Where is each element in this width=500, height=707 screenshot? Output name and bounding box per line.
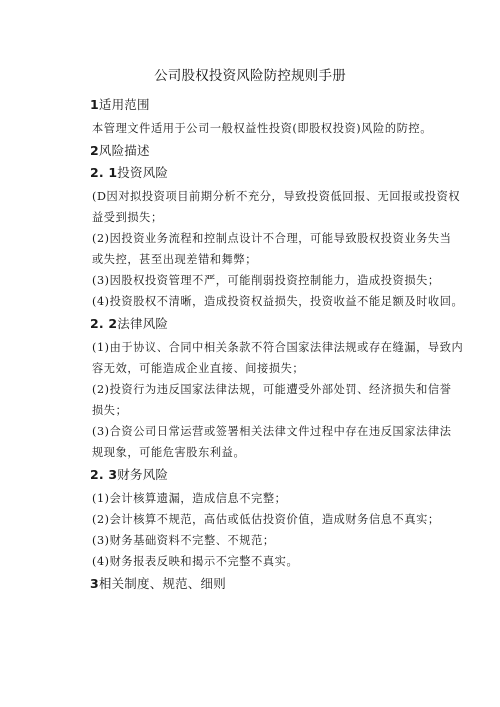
section-number: 1 (90, 97, 99, 112)
section-title: 风险描述 (98, 143, 150, 158)
paragraph-line: 或失控，甚至出现差错和舞弊； (92, 253, 258, 266)
subsection-heading-financial-risk (90, 467, 168, 483)
section-heading-regulations (90, 576, 226, 592)
paragraph-line: (4)投资股权不清晰，造成投资权益损失，投资收益不能足额及时收回。 (92, 295, 464, 308)
section-title: 相关制度、规范、细则 (98, 576, 226, 591)
paragraph-line: (1)会计核算遗漏，造成信息不完整； (92, 492, 287, 505)
paragraph-line: (3)因股权投资管理不严，可能削弱投资控制能力，造成投资损失； (92, 274, 440, 287)
paragraph-line: 损失； (92, 404, 128, 417)
paragraph-line: (3)合资公司日常运营或签署相关法律文件过程中存在违反国家法律法 (92, 425, 452, 438)
section-title: 财务风险 (117, 467, 169, 482)
section-title: 适用范围 (98, 97, 150, 112)
section-number: 2 (90, 143, 99, 158)
section-title: 投资风险 (117, 165, 169, 180)
paragraph-line: (4)财务报表反映和揭示不完整不真实。 (92, 555, 299, 568)
paragraph-line: 规现象，可能危害股东利益。 (92, 446, 246, 459)
paragraph-line: 容无效，可能造成企业直接、间接损失； (92, 362, 305, 375)
section-number: 3 (90, 576, 99, 591)
section-heading-risk (90, 143, 150, 159)
document-title: 公司股权投资风险防控规则手册 (154, 68, 346, 84)
subsection-heading-legal-risk (90, 316, 168, 332)
section-heading-scope (90, 97, 150, 113)
section-title: 法律风险 (117, 316, 169, 331)
paragraph-line: (2)投资行为违反国家法律法规，可能遭受外部处罚、经济损失和信誉 (92, 383, 452, 396)
paragraph-line: (D因对拟投资项目前期分析不充分，导致投资低回报、无回报或投资权 (92, 190, 461, 203)
section-number: 2. 2 (90, 316, 118, 331)
paragraph-line: 益受到损失； (92, 211, 163, 224)
scope-paragraph: 本管理文件适用于公司一般权益性投资(即股权投资)风险的防控。 (92, 122, 432, 135)
paragraph-line: (3)财务基础资料不完整、不规范； (92, 534, 275, 547)
section-number: 2. 3 (90, 467, 118, 482)
paragraph-line: (2)因投资业务流程和控制点设计不合理，可能导致股权投资业务失当 (92, 232, 452, 245)
section-number: 2. 1 (90, 165, 118, 180)
paragraph-line: (2)会计核算不规范，高估或低估投资价值，造成财务信息不真实； (92, 513, 440, 526)
paragraph-line: (1)由于协议、合同中相关条款不符合国家法律法规或存在缝漏，导致内 (92, 341, 464, 354)
subsection-heading-investment-risk (90, 165, 168, 181)
